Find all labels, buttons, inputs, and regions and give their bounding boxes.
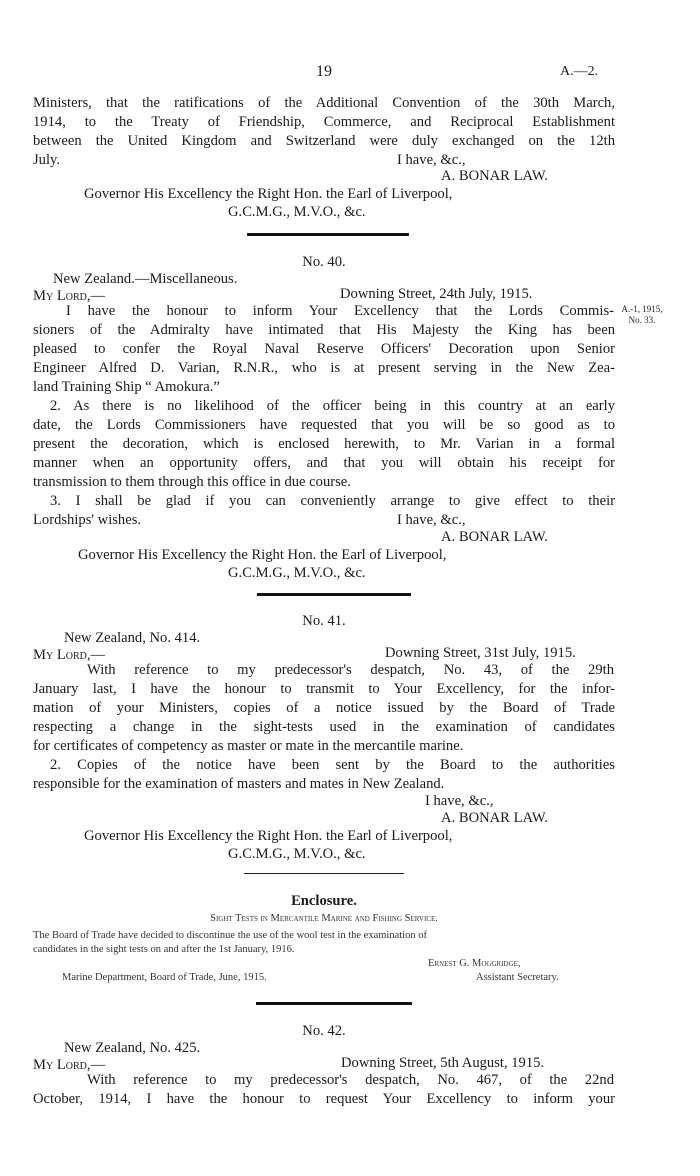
body-line: I have the honour to inform Your Excellency that the Lords Commis- <box>66 303 614 319</box>
enclosure-text: The Board of Trade have decided to discontinue the use of the wool test in the examination of <box>33 930 427 941</box>
despatch-number: No. 41. <box>302 613 346 629</box>
body-line: transmission to them through this office in due course. <box>33 474 351 490</box>
body-line: for certificates of competency as master or mate in the mercantile marine. <box>33 738 464 754</box>
body-line: With reference to my predecessor's despatch, No. 467, of the 22nd <box>87 1072 614 1088</box>
body-line: October, 1914, I have the honour to request Your Excellency to inform your <box>33 1091 615 1107</box>
address-honours: G.C.M.G., M.V.O., &c. <box>228 565 366 581</box>
despatch-date: Downing Street, 5th August, 1915. <box>341 1055 545 1071</box>
despatch-date: Downing Street, 24th July, 1915. <box>340 286 533 302</box>
enclosure-title: Sight Tests in Mercantile Marine and Fishing Service. <box>210 913 438 924</box>
section-divider <box>247 233 409 236</box>
despatch-subject: New Zealand, No. 425. <box>64 1040 201 1056</box>
salutation: My Lord,— <box>33 288 106 304</box>
body-line: responsible for the examination of masters and mates in New Zealand. <box>33 776 445 792</box>
body-line: present the decoration, which is enclosed herewith, to Mr. Varian in a formal <box>33 436 615 452</box>
page-number: 19 <box>316 63 332 80</box>
body-line: pleased to confer the Royal Naval Reserve Officers' Decoration upon Senior <box>33 341 615 357</box>
document-reference: A.—2. <box>560 64 599 79</box>
address-honours: G.C.M.G., M.V.O., &c. <box>228 846 366 862</box>
margin-note: A.-1, 1915, <box>621 304 663 314</box>
enclosure-text: candidates in the sight tests on and after the 1st January, 1916. <box>33 944 295 955</box>
body-line: 2. Copies of the notice have been sent by the Board to the authorities <box>50 757 615 773</box>
section-divider <box>257 593 411 596</box>
body-line: Lordships' wishes. <box>33 512 142 528</box>
intro-signature: A. BONAR LAW. <box>441 168 548 184</box>
body-line: date, the Lords Commissioners have requested that you will be so good as to <box>33 417 615 433</box>
body-line: January last, I have the honour to transmit to Your Excellency, for the infor- <box>33 681 615 697</box>
despatch-subject: New Zealand.—Miscellaneous. <box>53 271 238 287</box>
closing: I have, &c., <box>425 793 494 809</box>
despatch-number: No. 40. <box>302 254 346 270</box>
address: Governor His Excellency the Right Hon. the Earl of Liverpool, <box>84 828 453 844</box>
intro-closing: I have, &c., <box>397 152 466 168</box>
despatch-number: No. 42. <box>302 1023 346 1039</box>
body-line: With reference to my predecessor's despatch, No. 43, of the 29th <box>87 662 614 678</box>
body-line: 3. I shall be glad if you can conveniently arrange to give effect to their <box>50 493 615 509</box>
body-line: sioners of the Admiralty have intimated that His Majesty the King has been <box>33 322 615 338</box>
margin-note: No. 33. <box>628 315 656 325</box>
body-line: mation of your Ministers, copies of a notice issued by the Board of Trade <box>33 700 615 716</box>
signature: A. BONAR LAW. <box>441 810 548 826</box>
body-line: respecting a change in the sight-tests used in the examination of candidates <box>33 719 615 735</box>
body-line: Engineer Alfred D. Varian, R.N.R., who is at present serving in the New Zea- <box>33 360 615 376</box>
salutation: My Lord,— <box>33 647 106 663</box>
intro-address: Governor His Excellency the Right Hon. the Earl of Liverpool, <box>84 186 453 202</box>
salutation: My Lord,— <box>33 1057 106 1073</box>
signature: A. BONAR LAW. <box>441 529 548 545</box>
address: Governor His Excellency the Right Hon. the Earl of Liverpool, <box>78 547 447 563</box>
enclosure-signer-title: Assistant Secretary. <box>476 972 559 983</box>
intro-address-honours: G.C.M.G., M.V.O., &c. <box>228 204 366 220</box>
enclosure-heading: Enclosure. <box>291 893 357 909</box>
despatch-date: Downing Street, 31st July, 1915. <box>385 645 576 661</box>
section-divider <box>256 1002 412 1005</box>
intro-line: between the United Kingdom and Switzerland were duly exchanged on the 12th <box>33 133 615 149</box>
section-divider <box>244 873 404 874</box>
body-line: land Training Ship “ Amokura.” <box>33 379 220 395</box>
body-line: 2. As there is no likelihood of the officer being in this country at an early <box>50 398 615 414</box>
enclosure-signer: Ernest G. Moggridge, <box>428 958 521 969</box>
body-line: manner when an opportunity offers, and that you will obtain his receipt for <box>33 455 615 471</box>
intro-line: Ministers, that the ratifications of the Additional Convention of the 30th March, <box>33 95 615 111</box>
enclosure-department: Marine Department, Board of Trade, June, 1915. <box>62 972 267 983</box>
intro-line: 1914, to the Treaty of Friendship, Commerce, and Reciprocal Establishment <box>33 114 615 130</box>
despatch-subject: New Zealand, No. 414. <box>64 630 201 646</box>
closing: I have, &c., <box>397 512 466 528</box>
intro-line: July. <box>33 152 61 168</box>
